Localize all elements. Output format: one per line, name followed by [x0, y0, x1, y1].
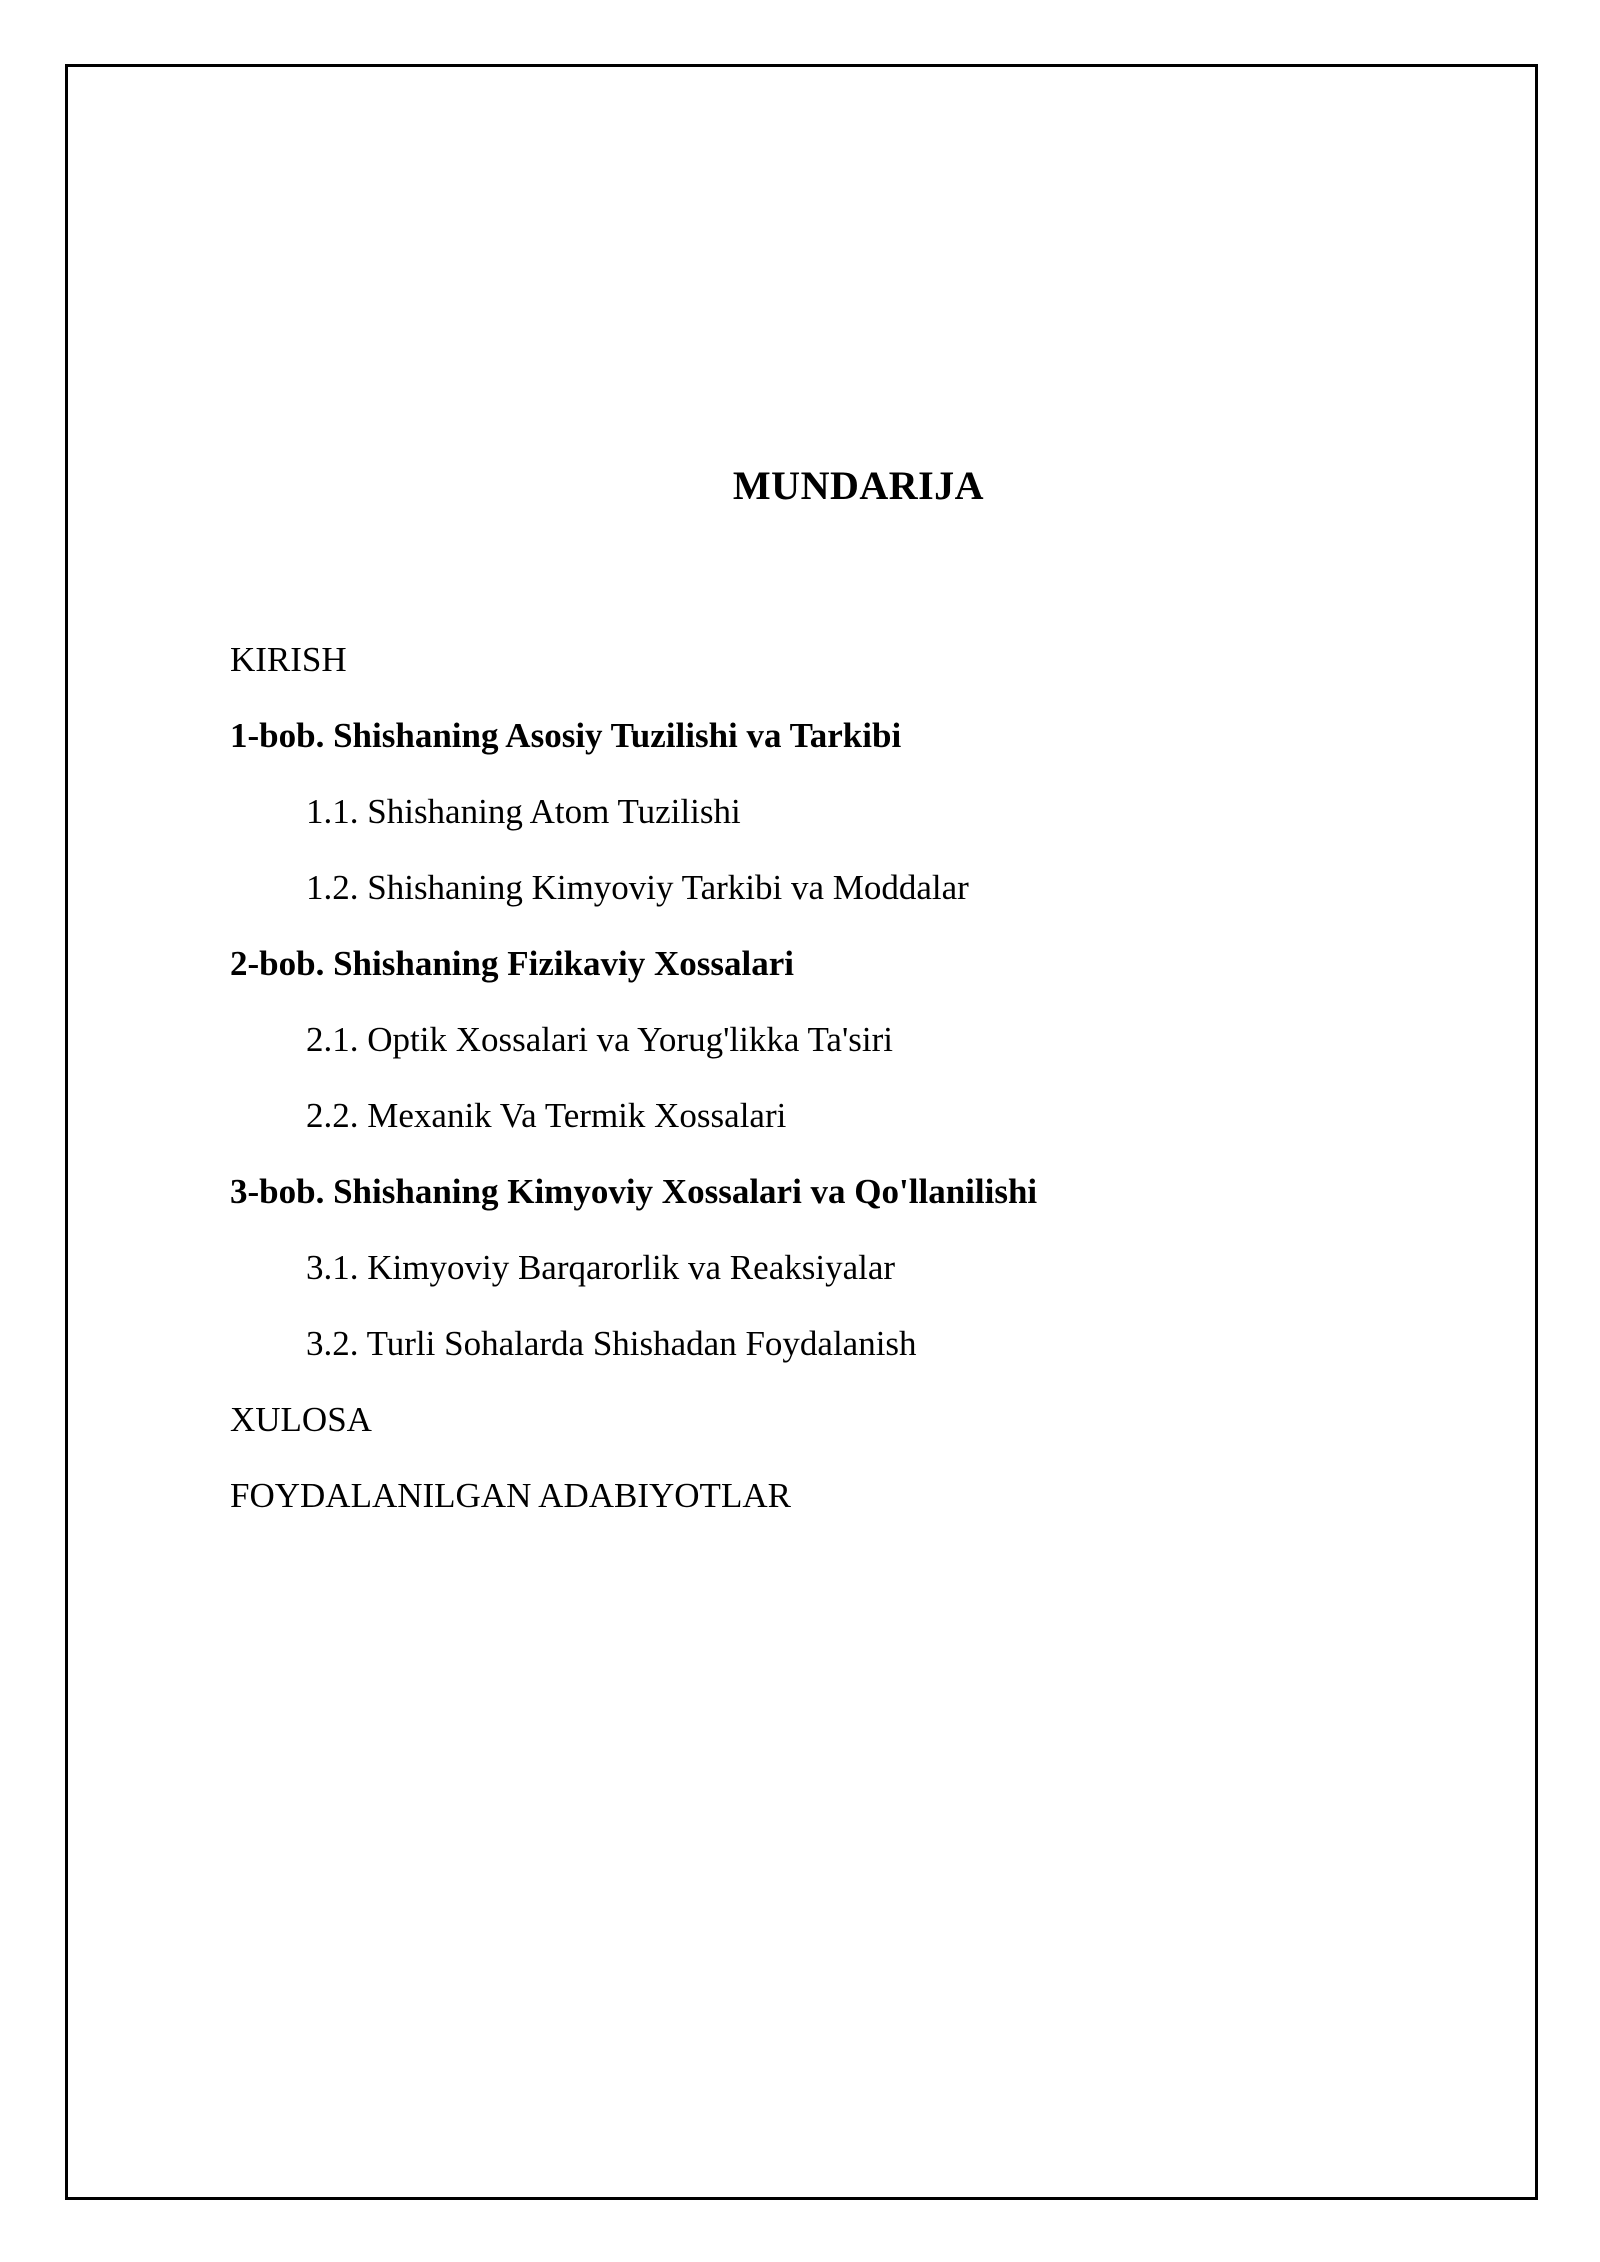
toc-section-3-1: 3.1. Kimyoviy Barqarorlik va Reaksiyalar — [306, 1248, 896, 1287]
toc-item-references: FOYDALANILGAN ADABIYOTLAR — [230, 1476, 791, 1515]
page-title: MUNDARIJA — [732, 463, 985, 508]
toc-section-2-2: 2.2. Mexanik Va Termik Xossalari — [306, 1096, 787, 1135]
toc-chapter-2: 2-bob. Shishaning Fizikaviy Xossalari — [230, 944, 795, 983]
toc-section-2-1: 2.1. Optik Xossalari va Yorug'likka Ta'siri — [306, 1020, 893, 1059]
table-of-contents — [230, 640, 1037, 1552]
toc-chapter-3: 3-bob. Shishaning Kimyoviy Xossalari va Qo'llanilishi — [230, 1172, 1038, 1211]
toc-section-1-1: 1.1. Shishaning Atom Tuzilishi — [306, 792, 741, 831]
toc-chapter-1: 1-bob. Shishaning Asosiy Tuzilishi va Tarkibi — [230, 716, 902, 755]
toc-item-kirish: KIRISH — [230, 640, 347, 679]
toc-item-xulosa: XULOSA — [230, 1400, 372, 1439]
toc-section-1-2: 1.2. Shishaning Kimyoviy Tarkibi va Moddalar — [306, 868, 969, 907]
toc-section-3-2: 3.2. Turli Sohalarda Shishadan Foydalanish — [306, 1324, 917, 1363]
